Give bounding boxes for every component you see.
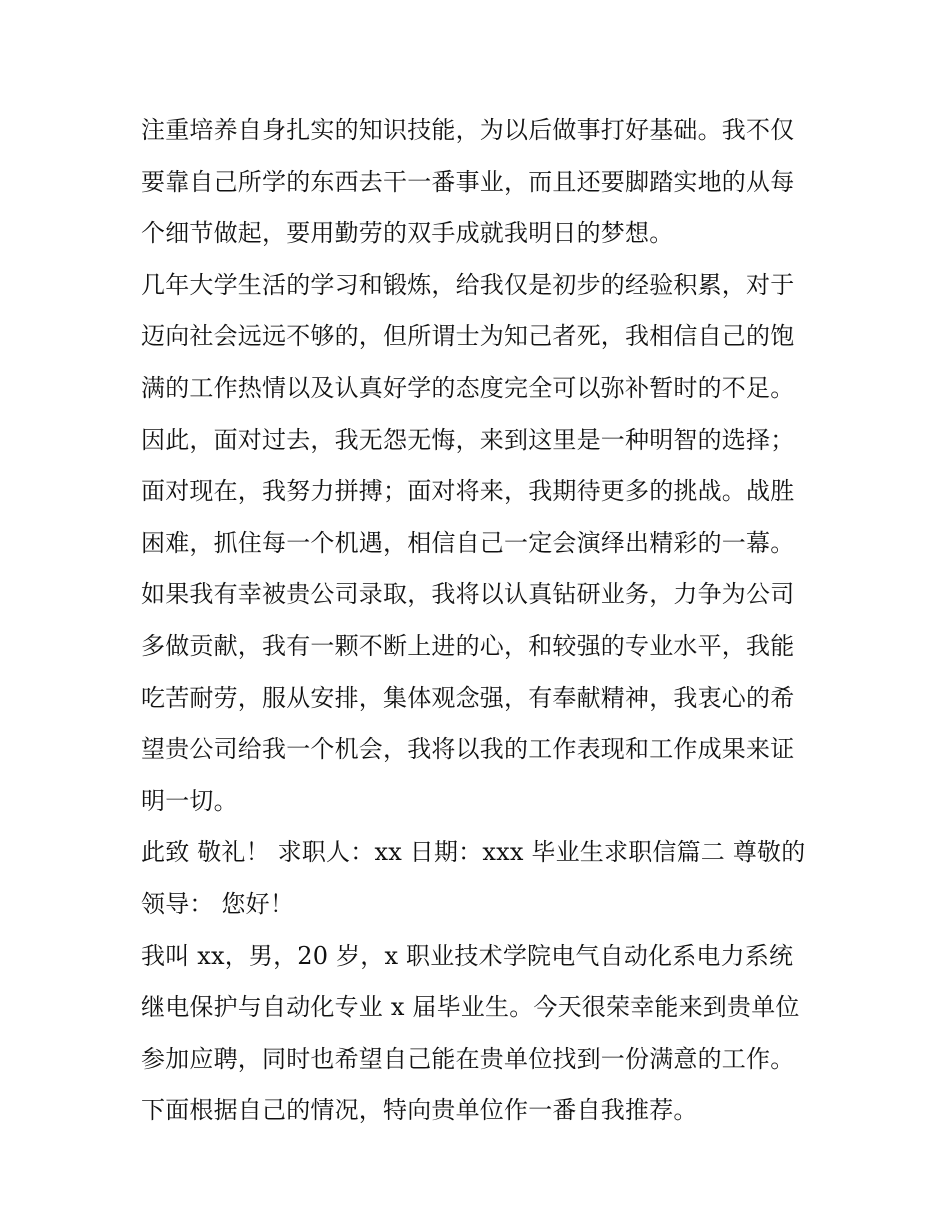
text-line: 此致 敬礼！ 求职人：xx 日期：xxx 毕业生求职信篇二 尊敬的	[141, 838, 806, 867]
text-line: 注重培养自身扎实的知识技能，为以后做事打好基础。我不仅	[141, 116, 795, 144]
text-line: 明一切。	[141, 786, 238, 815]
text-line: 我叫 xx，男，20 岁，x 职业技术学院电气自动化系电力系统	[141, 941, 794, 970]
text-line: 面对现在，我努力拼搏；面对将来，我期待更多的挑战。战胜	[141, 477, 795, 506]
text-line: 望贵公司给我一个机会，我将以我的工作表现和工作成果来证	[141, 735, 795, 764]
text-line: 参加应聘，同时也希望自己能在贵单位找到一份满意的工作。	[141, 1044, 795, 1073]
text-line: 领导： 您好！	[141, 889, 295, 918]
text-line: 困难，抓住每一个机遇，相信自己一定会演绎出精彩的一幕。	[141, 528, 795, 557]
text-line: 下面根据自己的情况，特向贵单位作一番自我推荐。	[141, 1096, 698, 1125]
text-line: 迈向社会远远不够的，但所谓士为知己者死，我相信自己的饱	[141, 322, 795, 351]
text-line: 几年大学生活的学习和锻炼，给我仅是初步的经验积累，对于	[141, 270, 795, 299]
text-line: 吃苦耐劳，服从安排，集体观念强，有奉献精神，我衷心的希	[141, 683, 795, 712]
text-line: 继电保护与自动化专业 x 届毕业生。今天很荣幸能来到贵单位	[141, 993, 800, 1022]
text-line: 个细节做起，要用勤劳的双手成就我明日的梦想。	[141, 219, 674, 248]
text-line: 因此，面对过去，我无怨无悔，来到这里是一种明智的选择；	[141, 425, 795, 454]
body-text	[141, 105, 821, 1137]
text-line: 多做贡献，我有一颗不断上进的心，和较强的专业水平，我能	[141, 631, 795, 660]
text-line: 如果我有幸被贵公司录取，我将以认真钻研业务，力争为公司	[141, 580, 795, 609]
text-line: 满的工作热情以及认真好学的态度完全可以弥补暂时的不足。	[141, 373, 795, 402]
text-line: 要靠自己所学的东西去干一番事业，而且还要脚踏实地的从每	[141, 167, 795, 196]
